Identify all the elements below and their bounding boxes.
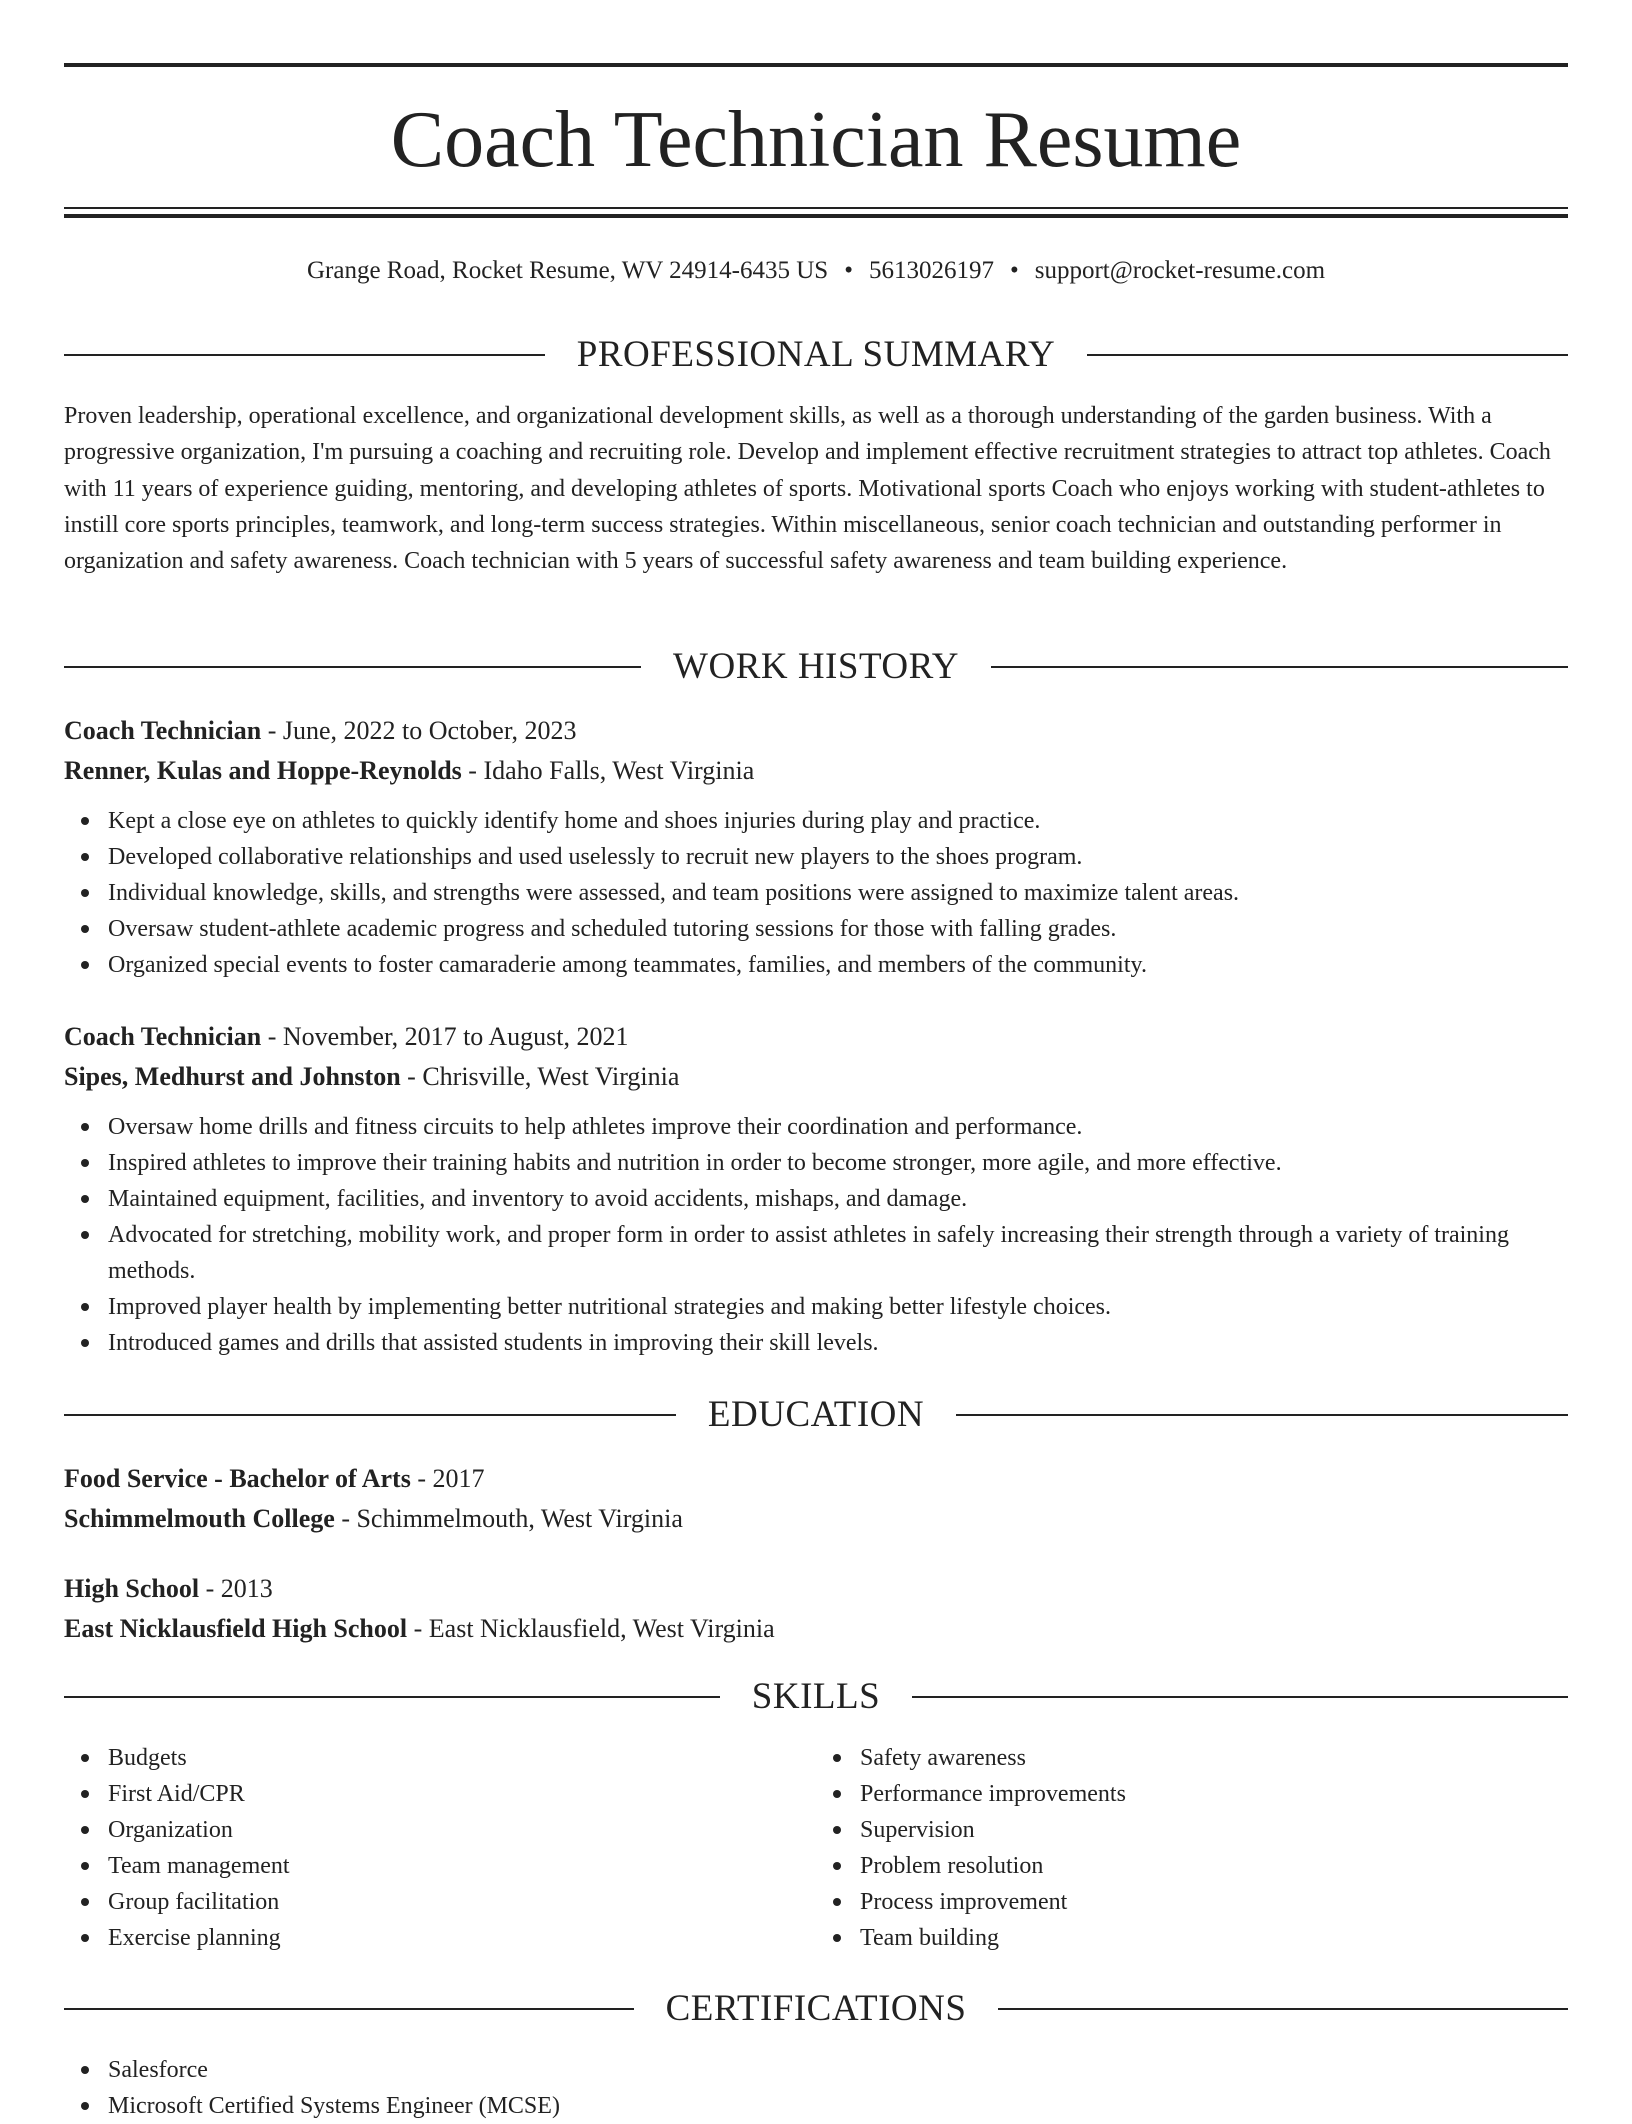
list-item: Supervision	[860, 1812, 1568, 1848]
job-title-line	[64, 711, 1568, 751]
skills-column-right	[816, 1740, 1568, 1956]
title-rule-thin	[64, 207, 1568, 209]
job-company-line	[64, 751, 1568, 791]
contact-email: support@rocket-resume.com	[1034, 257, 1326, 284]
list-item: Exercise planning	[108, 1920, 816, 1956]
list-item: Organized special events to foster camaraderie among teammates, families, and members of the community.	[108, 947, 1568, 983]
list-item: Team management	[108, 1848, 816, 1884]
skills-list	[64, 1740, 1568, 1956]
section-title: PROFESSIONAL SUMMARY	[576, 334, 1056, 375]
list-item: Budgets	[108, 1740, 816, 1776]
list-item: First Aid/CPR	[108, 1776, 816, 1812]
list-item: Improved player health by implementing better nutritional strategies and making better lifestyle choices.	[108, 1289, 1568, 1325]
list-item: Process improvement	[860, 1884, 1568, 1920]
section-title: EDUCATION	[707, 1394, 925, 1435]
list-item: Organization	[108, 1812, 816, 1848]
degree-line	[64, 1569, 1568, 1609]
degree: Food Service - Bachelor of Arts	[64, 1464, 411, 1493]
school-line	[64, 1609, 1568, 1649]
education-entry	[64, 1459, 1568, 1539]
school: Schimmelmouth College	[64, 1504, 335, 1533]
job-company: Sipes, Medhurst and Johnston	[64, 1062, 401, 1091]
job-title-line	[64, 1017, 1568, 1057]
list-item: Maintained equipment, facilities, and inventory to avoid accidents, mishaps, and damage.	[108, 1181, 1568, 1217]
divider	[64, 2008, 634, 2010]
degree-year: - 2013	[199, 1574, 273, 1603]
divider	[956, 1414, 1568, 1416]
job-dates: - June, 2022 to October, 2023	[261, 716, 577, 745]
list-item: Advocated for stretching, mobility work, and proper form in order to assist athletes in safely increasing their strength through a variety of training methods.	[108, 1217, 1568, 1289]
job-bullets	[64, 803, 1568, 983]
skills-column-left	[64, 1740, 816, 1956]
job-title: Coach Technician	[64, 1022, 262, 1051]
job-title: Coach Technician	[64, 716, 262, 745]
section-title: SKILLS	[751, 1676, 881, 1717]
list-item: Team building	[860, 1920, 1568, 1956]
resume-title: Coach Technician Resume	[390, 96, 1242, 184]
contact-separator: •	[844, 257, 853, 284]
education-entry	[64, 1569, 1568, 1649]
contact-phone: 5613026197	[868, 257, 994, 284]
divider	[1087, 354, 1568, 356]
degree-year: - 2017	[410, 1464, 485, 1493]
job-entry	[64, 711, 1568, 983]
list-item: Oversaw student-athlete academic progress and scheduled tutoring sessions for those with falling grades.	[108, 911, 1568, 947]
list-item: Performance improvements	[860, 1776, 1568, 1812]
divider	[912, 1696, 1568, 1698]
list-item: Microsoft Certified Systems Engineer (MCSE)	[108, 2088, 1568, 2124]
school-location: - Schimmelmouth, West Virginia	[334, 1504, 683, 1533]
list-item: Safety awareness	[860, 1740, 1568, 1776]
summary-text: Proven leadership, operational excellence, and organizational development skills, as well as a thorough understanding of the garden business. With a progressive organization, I'm pursuing a coaching and recruiting role. Develop and implement effective recruitment strategies to attract top athletes. Coach with 11 years of experience guiding, mentoring, and developing athletes of sports. Motivational sports Coach who enjoys working with student-athletes to instill core sports principles, teamwork, and long-term success strategies. Within miscellaneous, senior coach technician and outstanding performer in organization and safety awareness. Coach technician with 5 years of successful safety awareness and team building experience.	[64, 403, 1551, 575]
list-item: Individual knowledge, skills, and strengths were assessed, and team positions were assigned to maximize talent areas.	[108, 875, 1568, 911]
degree-line	[64, 1459, 1568, 1499]
top-rule	[64, 63, 1568, 67]
divider	[64, 1696, 720, 1698]
divider	[998, 2008, 1568, 2010]
job-location: - Chrisville, West Virginia	[400, 1062, 680, 1091]
contact-line	[64, 255, 1568, 287]
section-title: CERTIFICATIONS	[665, 1988, 967, 2029]
list-item: Salesforce	[108, 2052, 1568, 2088]
list-item: Oversaw home drills and fitness circuits to help athletes improve their coordination and performance.	[108, 1109, 1568, 1145]
job-bullets	[64, 1109, 1568, 1361]
list-item: Developed collaborative relationships and used uselessly to recruit new players to the shoes program.	[108, 839, 1568, 875]
divider	[64, 354, 545, 356]
divider	[64, 666, 641, 668]
list-item: Problem resolution	[860, 1848, 1568, 1884]
contact-separator: •	[1009, 257, 1019, 284]
job-company: Renner, Kulas and Hoppe-Reynolds	[64, 756, 462, 785]
divider	[64, 1414, 676, 1416]
list-item: Introduced games and drills that assisted students in improving their skill levels.	[108, 1325, 1568, 1361]
job-entry	[64, 1017, 1568, 1361]
degree: High School	[64, 1574, 200, 1603]
job-dates: - November, 2017 to August, 2021	[261, 1022, 629, 1051]
title-rule-thick	[64, 214, 1568, 218]
contact-address: Grange Road, Rocket Resume, WV 24914-6435 US	[306, 257, 829, 284]
section-header-certifications	[64, 1989, 1568, 2029]
cert-bullets	[64, 2052, 1568, 2124]
section-header-skills	[64, 1677, 1568, 1717]
section-header-summary	[64, 335, 1568, 375]
job-company-line	[64, 1057, 1568, 1097]
list-item: Kept a close eye on athletes to quickly identify home and shoes injuries during play and practice.	[108, 803, 1568, 839]
school-line	[64, 1499, 1568, 1539]
divider	[991, 666, 1568, 668]
list-item: Group facilitation	[108, 1884, 816, 1920]
certifications-list	[64, 2052, 1568, 2124]
section-title: WORK HISTORY	[673, 646, 959, 687]
job-location: - Idaho Falls, West Virginia	[461, 756, 755, 785]
section-header-work	[64, 647, 1568, 687]
school-location: - East Nicklausfield, West Virginia	[407, 1614, 775, 1643]
list-item: Inspired athletes to improve their training habits and nutrition in order to become stronger, more agile, and more effective.	[108, 1145, 1568, 1181]
section-header-education	[64, 1395, 1568, 1435]
school: East Nicklausfield High School	[64, 1614, 408, 1643]
